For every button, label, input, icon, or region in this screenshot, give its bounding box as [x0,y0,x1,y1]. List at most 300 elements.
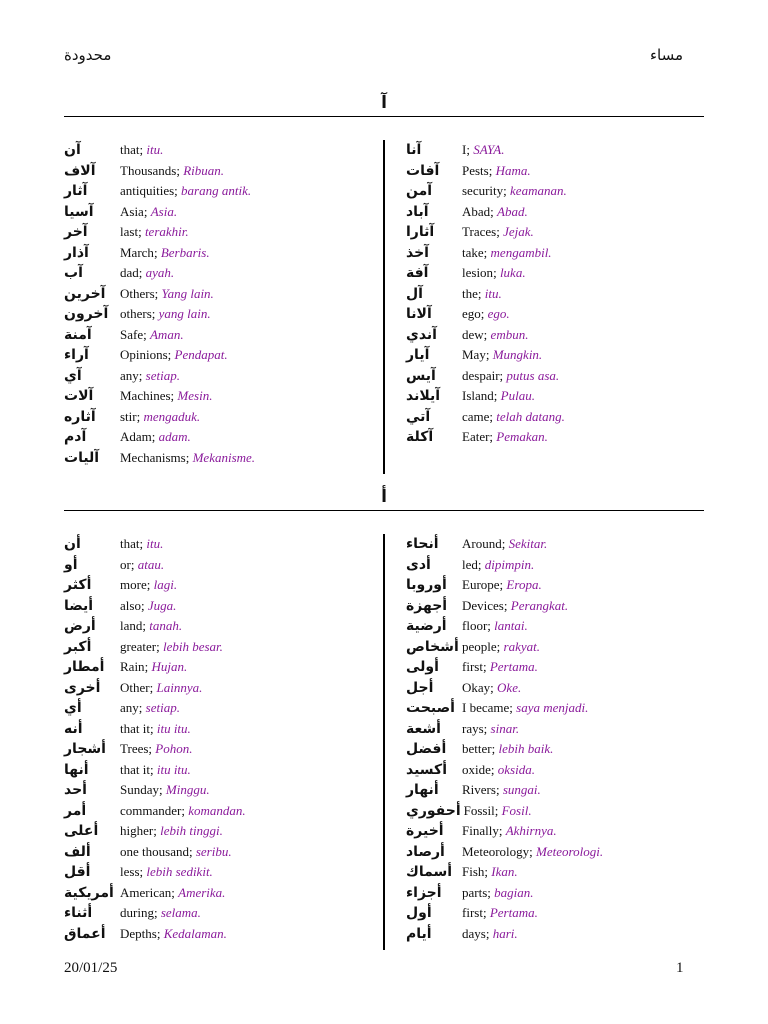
section-title: آ [381,93,387,113]
translation-separator: ; [466,142,474,158]
arabic-word: آيار [406,347,430,364]
dictionary-entry [64,222,255,243]
dictionary-entry [406,698,603,719]
dictionary-entry [64,739,246,760]
arabic-word: آن [64,142,81,159]
malay-translation: oksida. [497,761,535,777]
english-translation: any [120,367,139,383]
translation-separator: ; [151,306,159,322]
english-translation: stir [120,408,137,424]
malay-translation: Minggu. [165,782,210,798]
english-translation: oxide [462,761,491,777]
english-translation: American [120,884,172,900]
malay-translation: Berbaris. [160,244,210,260]
dictionary-entry [406,883,603,904]
malay-translation: Kedalaman. [163,925,227,941]
dictionary-entry [64,637,246,658]
arabic-word: أرضية [406,618,447,635]
malay-translation: lantai. [494,618,528,634]
english-translation: that [120,142,140,158]
english-translation: ego [462,306,481,322]
english-translation: despair [462,367,500,383]
english-translation: days [462,925,486,941]
arabic-word: أجهزة [406,597,448,614]
arabic-word: آلات [64,388,94,405]
english-translation: lesion [462,265,494,281]
entry-columns [64,534,704,944]
english-translation: Devices [462,597,504,613]
dictionary-entry [64,760,246,781]
malay-translation: Mesin. [177,388,213,404]
malay-translation: Pohon. [155,741,193,757]
english-translation: Europe [462,577,500,593]
malay-translation: keamanan. [510,183,567,199]
arabic-word: أمريكية [64,884,114,901]
arabic-word: آندي [406,326,437,343]
section-alef-hamza [64,486,704,944]
malay-translation: itu. [484,285,502,301]
malay-translation: hari. [492,925,518,941]
left-column [64,140,255,468]
english-translation: that [120,536,140,552]
arabic-word: أكبر [64,638,92,655]
english-translation: Pests [462,162,489,178]
english-translation: Trees [120,741,149,757]
arabic-word: أشخاص [406,638,459,655]
arabic-word: أكثر [64,577,92,594]
malay-translation: itu. [146,536,164,552]
arabic-word: أحفوري [406,802,461,819]
english-translation: Thousands [120,162,177,178]
malay-translation: Hujan. [151,659,188,675]
arabic-word: آفة [406,265,429,282]
arabic-word: أو [64,556,78,573]
dictionary-entry [64,616,246,637]
arabic-word: أرض [64,618,96,635]
translation-separator: ; [139,142,147,158]
translation-separator: ; [138,700,146,716]
malay-translation: mengaduk. [143,408,201,424]
english-translation: Safe [120,326,144,342]
dictionary-entry [406,842,603,863]
dictionary-entry [406,284,567,305]
english-translation: rays [462,720,484,736]
translation-separator: ; [496,224,504,240]
dictionary-entry [64,903,246,924]
translation-separator: ; [485,347,493,363]
english-translation: Eater [462,429,490,445]
malay-translation: mengambil. [490,244,552,260]
malay-translation: Pulau. [500,388,535,404]
english-translation: one thousand [120,843,189,859]
translation-separator: ; [139,864,147,880]
malay-translation: lebih baik. [498,741,554,757]
english-translation: Rivers [462,782,496,798]
english-translation: dew [462,326,484,342]
malay-translation: Ribuan. [183,162,225,178]
malay-translation: Sekitar. [508,536,548,552]
english-translation: others [120,306,152,322]
translation-separator: ; [144,659,152,675]
translation-separator: ; [490,679,498,695]
section-rule [64,116,704,117]
arabic-word: أحد [64,782,87,799]
english-translation: Fossil [463,802,495,818]
arabic-word: آلاف [64,162,96,179]
translation-separator: ; [176,162,184,178]
english-translation: last [120,224,139,240]
arabic-word: آي [64,367,82,384]
english-translation: any [120,700,139,716]
dictionary-entry [64,883,246,904]
english-translation: first [462,659,483,675]
malay-translation: Juga. [147,597,177,613]
dictionary-entry [406,140,567,161]
english-translation: led [462,556,478,572]
english-translation: higher [120,823,154,839]
arabic-word: آسيا [64,203,94,220]
dictionary-entry [64,719,246,740]
english-translation: Fish [462,864,485,880]
arabic-word: آتي [406,408,431,425]
translation-separator: ; [482,659,490,675]
section-alef-madda [64,92,704,468]
dictionary-entry [406,345,567,366]
dictionary-entry [406,427,567,448]
translation-separator: ; [149,761,157,777]
malay-translation: Amerika. [178,884,226,900]
malay-translation: atau. [137,556,165,572]
translation-separator: ; [143,203,151,219]
dictionary-entry [406,575,603,596]
arabic-word: أمر [64,802,87,819]
translation-separator: ; [136,408,144,424]
dictionary-entry [64,325,255,346]
malay-translation: yang lain. [158,306,211,322]
arabic-word: أنها [64,761,89,778]
translation-separator: ; [153,823,161,839]
arabic-word: أمطار [64,659,105,676]
arabic-word: آذار [64,244,89,261]
translation-separator: ; [159,782,166,798]
malay-translation: Oke. [497,679,522,695]
english-translation: Finally [462,823,499,839]
dictionary-entry [406,616,603,637]
malay-translation: Perangkat. [510,597,569,613]
arabic-word: آمنة [64,326,92,343]
dictionary-entry [64,821,246,842]
arabic-word: أنحاء [406,536,439,553]
english-translation: Rain [120,659,145,675]
translation-separator: ; [494,802,502,818]
arabic-word: آنا [406,142,422,159]
translation-separator: ; [485,925,493,941]
malay-translation: Eropa. [506,577,542,593]
english-translation: March [120,244,154,260]
translation-separator: ; [148,741,156,757]
arabic-word: ألف [64,843,91,860]
arabic-word: أيضا [64,597,94,614]
malay-translation: Jejak. [503,224,534,240]
translation-separator: ; [498,823,506,839]
english-translation: Meteorology [462,843,530,859]
arabic-word: آباد [406,203,429,220]
arabic-word: أخرى [64,679,101,696]
translation-separator: ; [496,638,504,654]
dictionary-entry [406,924,603,945]
dictionary-entry [64,345,255,366]
dictionary-entry [64,386,255,407]
malay-translation: Ikan. [491,864,518,880]
dictionary-entry [406,181,567,202]
dictionary-entry [64,678,246,699]
translation-separator: ; [482,905,490,921]
arabic-word: آب [64,265,83,282]
english-translation: Other [120,679,150,695]
header-right-word: مساء [650,46,684,64]
malay-translation: sinar. [490,720,520,736]
english-translation: commander [120,802,182,818]
english-translation: May [462,347,486,363]
english-translation: parts [462,884,488,900]
arabic-word: آفات [406,162,440,179]
dictionary-entry [64,304,255,325]
translation-separator: ; [483,720,491,736]
dictionary-entry [64,842,246,863]
english-translation: first [462,905,483,921]
malay-translation: putus asa. [506,367,560,383]
arabic-word: أوروبا [406,577,447,594]
malay-translation: terakhir. [144,224,189,240]
english-translation: antiquities [120,183,175,199]
english-translation: greater [120,638,157,654]
malay-translation: Aman. [149,326,184,342]
translation-separator: ; [503,183,511,199]
dictionary-entry [64,263,255,284]
dictionary-entry [406,555,603,576]
arabic-word: آمن [406,183,433,200]
english-translation: that it [120,720,150,736]
translation-separator: ; [489,429,497,445]
dictionary-entry [64,243,255,264]
page-number: 1 [676,960,684,976]
malay-translation: setiap. [145,700,180,716]
malay-translation: Pertama. [489,659,538,675]
arabic-word: أيام [406,925,432,942]
dictionary-entry [64,407,255,428]
translation-separator: ; [156,638,163,654]
dictionary-entry [406,407,567,428]
english-translation: more [120,577,147,593]
malay-translation: Akhirnya. [505,823,557,839]
translation-separator: ; [140,597,148,613]
english-translation: Abad [462,203,491,219]
translation-separator: ; [149,720,157,736]
dictionary-entry [406,304,567,325]
header-left-word: محدودة [64,46,112,64]
translation-separator: ; [490,203,498,219]
english-translation: security [462,183,504,199]
dictionary-entry [64,534,246,555]
translation-separator: ; [153,905,161,921]
malay-translation: lagi. [153,577,178,593]
arabic-word: أفضل [406,741,447,758]
malay-translation: rakyat. [503,638,540,654]
arabic-word: أن [64,536,81,553]
dictionary-entry [64,555,246,576]
translation-separator: ; [493,265,500,281]
malay-translation: Yang lain. [161,285,214,301]
arabic-word: أخيرة [406,823,444,840]
dictionary-entry [406,821,603,842]
malay-translation: itu. [146,142,164,158]
arabic-word: أي [64,700,82,717]
arabic-word: آخرين [64,285,106,302]
arabic-word: أقل [64,864,91,881]
dictionary-entry [406,801,603,822]
arabic-word: أسماك [406,864,453,881]
malay-translation: dipimpin. [484,556,535,572]
malay-translation: Lainnya. [156,679,203,695]
arabic-word: آليات [64,449,100,466]
english-translation: Traces [462,224,497,240]
entry-columns [64,140,704,468]
dictionary-entry [406,780,603,801]
arabic-word: أجل [406,679,434,696]
translation-separator: ; [491,741,499,757]
translation-separator: ; [181,802,189,818]
translation-separator: ; [490,761,498,777]
arabic-word: أشعة [406,720,441,737]
translation-separator: ; [188,843,196,859]
arabic-word: آخرون [64,306,109,323]
translation-separator: ; [499,367,507,383]
translation-separator: ; [480,306,488,322]
translation-separator: ; [483,244,491,260]
translation-separator: ; [151,429,159,445]
malay-translation: Fosil. [501,802,532,818]
translation-separator: ; [138,224,145,240]
dictionary-entry [406,222,567,243]
translation-separator: ; [489,408,497,424]
english-translation: the [462,285,478,301]
malay-translation: lebih besar. [162,638,223,654]
english-translation: or [120,556,131,572]
malay-translation: selama. [160,905,201,921]
english-translation: less [120,864,140,880]
english-translation: people [462,638,497,654]
arabic-word: آكلة [406,429,434,446]
translation-separator: ; [138,367,146,383]
translation-separator: ; [143,326,150,342]
dictionary-entry [64,657,246,678]
malay-translation: sungai. [502,782,541,798]
dictionary-entry [406,534,603,555]
malay-translation: telah datang. [496,408,565,424]
dictionary-entry [406,862,603,883]
english-translation: Okay [462,679,491,695]
english-translation: Asia [120,203,144,219]
right-column [406,534,603,944]
malay-translation: Abad. [497,203,528,219]
dictionary-entry [406,637,603,658]
dictionary-entry [406,719,603,740]
malay-translation: adam. [158,429,191,445]
arabic-word: آل [406,285,423,302]
arabic-word: آثاره [64,408,96,425]
arabic-word: أصبحت [406,700,455,717]
dictionary-entry [406,596,603,617]
english-translation: Machines [120,388,171,404]
english-translation: that it [120,761,150,777]
english-translation: Mechanisms [120,449,186,465]
dictionary-entry [64,780,246,801]
translation-separator: ; [477,556,485,572]
translation-separator: ; [493,388,501,404]
malay-translation: komandan. [188,802,246,818]
english-translation: during [120,905,154,921]
translation-separator: ; [529,843,537,859]
english-translation: also [120,597,141,613]
malay-translation: itu itu. [156,720,191,736]
dictionary-entry [64,596,246,617]
arabic-word: آراء [64,347,89,364]
malay-translation: Mungkin. [492,347,543,363]
malay-translation: bagian. [494,884,534,900]
arabic-word: آدم [64,429,87,446]
malay-translation: Meteorologi. [536,843,604,859]
translation-separator: ; [156,925,164,941]
translation-separator: ; [484,864,492,880]
malay-translation: itu itu. [156,761,191,777]
arabic-word: أول [406,905,432,922]
translation-separator: ; [167,347,175,363]
arabic-word: آثارا [406,224,435,241]
dictionary-entry [64,924,246,945]
dictionary-entry [64,698,246,719]
english-translation: Others [120,285,155,301]
dictionary-entry [406,386,567,407]
malay-translation: Pendapat. [174,347,228,363]
arabic-word: أدى [406,556,431,573]
translation-separator: ; [483,326,491,342]
section-rule [64,510,704,511]
malay-translation: luka. [499,265,526,281]
arabic-word: أرصاد [406,843,445,860]
arabic-word: أنه [64,720,83,737]
english-translation: Island [462,388,494,404]
arabic-word: آيس [406,367,436,384]
dictionary-entry [406,366,567,387]
malay-translation: Hama. [495,162,531,178]
malay-translation: SAYA. [473,142,505,158]
arabic-word: آخر [64,224,88,241]
english-translation: Depths [120,925,157,941]
dictionary-entry [406,202,567,223]
malay-translation: barang antik. [181,183,252,199]
english-translation: Sunday [120,782,159,798]
translation-separator: ; [495,782,503,798]
arabic-word: أجزاء [406,884,442,901]
dictionary-entry [64,181,255,202]
dictionary-entry [64,284,255,305]
translation-separator: ; [499,577,507,593]
translation-separator: ; [170,388,178,404]
dictionary-entry [406,161,567,182]
english-translation: take [462,244,484,260]
malay-translation: ayah. [145,265,175,281]
translation-separator: ; [171,884,179,900]
